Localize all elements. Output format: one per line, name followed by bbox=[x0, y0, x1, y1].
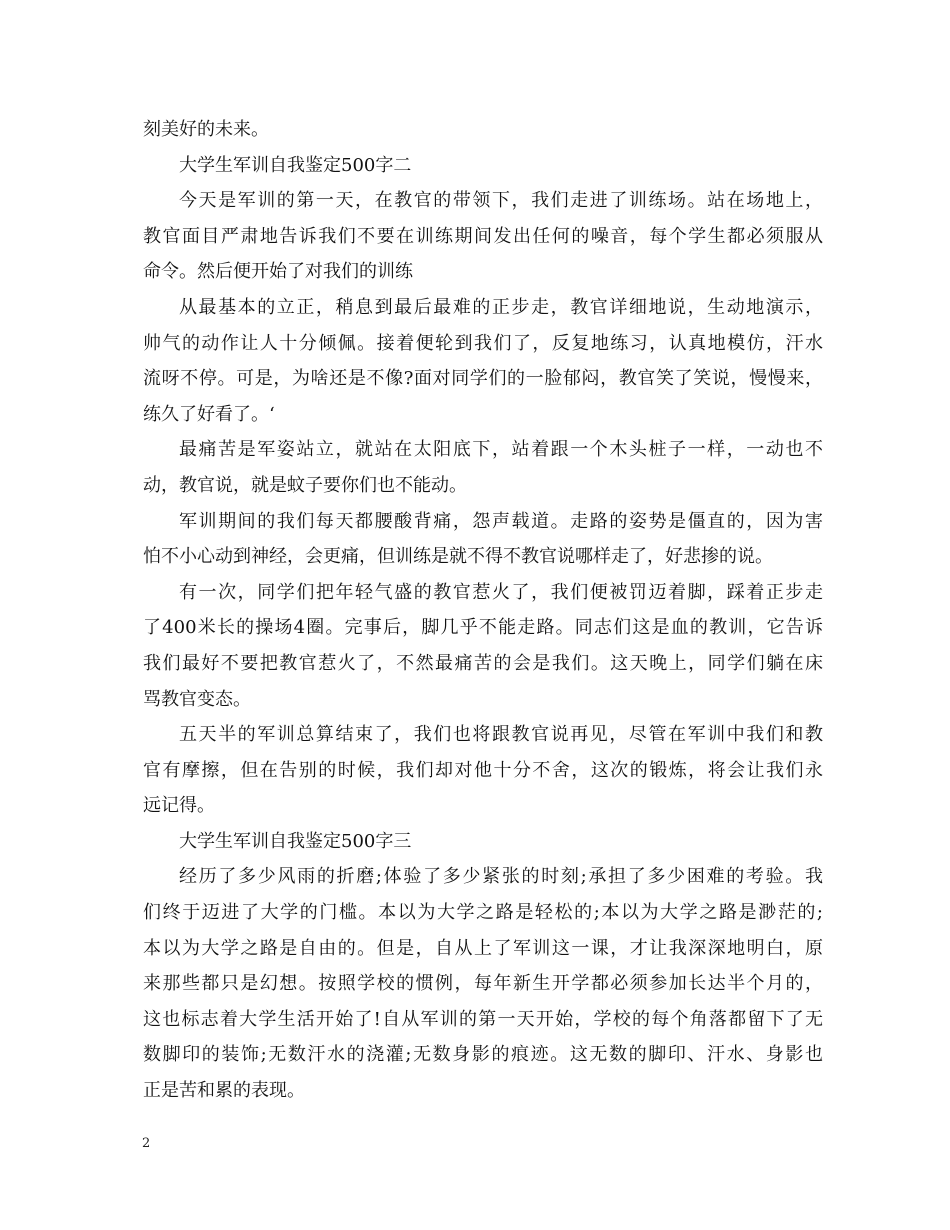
text-line: 最痛苦是军姿站立，就站在太阳底下，站着跟一个木头桩子一样，一动也不 bbox=[179, 439, 823, 461]
text-line: 们终于迈进了大学的门槛。本以为大学之路是轻松的;本以为大学之路是渺茫的; bbox=[143, 902, 823, 924]
text-line: 正是苦和累的表现。 bbox=[143, 1080, 305, 1102]
text-line: 数脚印的装饰;无数汗水的浇灌;无数身影的痕迹。这无数的脚印、汗水、身影也 bbox=[143, 1044, 823, 1066]
text-line: 动，教官说，就是蚊子要你们也不能动。 bbox=[143, 474, 467, 496]
text-line: 官有摩擦，但在告别的时候，我们却对他十分不舍，这次的锻炼，将会让我们永 bbox=[143, 759, 823, 781]
text-line: 来那些都只是幻想。按照学校的惯例，每年新生开学都必须参加长达半个月的， bbox=[143, 973, 823, 995]
text-line: 我们最好不要把教官惹火了，不然最痛苦的会是我们。这天晚上，同学们躺在床 bbox=[143, 652, 823, 674]
text-line: 从最基本的立正，稍息到最后最难的正步走，教官详细地说，生动地演示， bbox=[179, 296, 823, 318]
text-line: 命令。然后便开始了对我们的训练 bbox=[143, 261, 413, 283]
text-line: 帅气的动作让人十分倾佩。接着便轮到我们了，反复地练习，认真地模仿，汗水 bbox=[143, 332, 823, 354]
document-body bbox=[143, 112, 823, 1109]
text-line: 五天半的军训总算结束了，我们也将跟教官说再见，尽管在军训中我们和教 bbox=[179, 724, 823, 746]
text-line: 本以为大学之路是自由的。但是，自从上了军训这一课，才让我深深地明白，原 bbox=[143, 937, 823, 959]
text-line: 经历了多少风雨的折磨;体验了多少紧张的时刻;承担了多少困难的考验。我 bbox=[179, 866, 823, 888]
text-line: 流呀不停。可是，为啥还是不像?面对同学们的一脸郁闷，教官笑了笑说，慢慢来， bbox=[143, 368, 823, 390]
text-line: 怕不小心动到神经，会更痛，但训练是就不得不教官说哪样走了，好悲掺的说。 bbox=[143, 546, 773, 568]
section-heading: 大学生军训自我鉴定500字三 bbox=[179, 830, 412, 852]
text-line: 这也标志着大学生活开始了!自从军训的第一天开始，学校的每个角落都留下了无 bbox=[143, 1008, 823, 1030]
text-line: 练久了好看了。‘ bbox=[143, 403, 275, 425]
text-line: 今天是军训的第一天，在教官的带领下，我们走进了训练场。站在场地上， bbox=[179, 190, 823, 212]
text-line: 教官面目严肃地告诉我们不要在训练期间发出任何的噪音，每个学生都必须服从 bbox=[143, 225, 823, 247]
text-line: 了400米长的操场4圈。完事后，脚几乎不能走路。同志们这是血的教训，它告诉 bbox=[143, 617, 823, 639]
text-line: 远记得。 bbox=[143, 795, 215, 817]
page-number: 2 bbox=[142, 1136, 151, 1151]
text-line: 军训期间的我们每天都腰酸背痛，怨声载道。走路的姿势是僵直的，因为害 bbox=[179, 510, 823, 532]
text-line: 刻美好的未来。 bbox=[143, 119, 269, 140]
text-line: 骂教官变态。 bbox=[143, 688, 251, 710]
section-heading: 大学生军训自我鉴定500字二 bbox=[179, 154, 412, 176]
text-line: 有一次，同学们把年轻气盛的教官惹火了，我们便被罚迈着脚，踩着正步走 bbox=[179, 581, 823, 603]
